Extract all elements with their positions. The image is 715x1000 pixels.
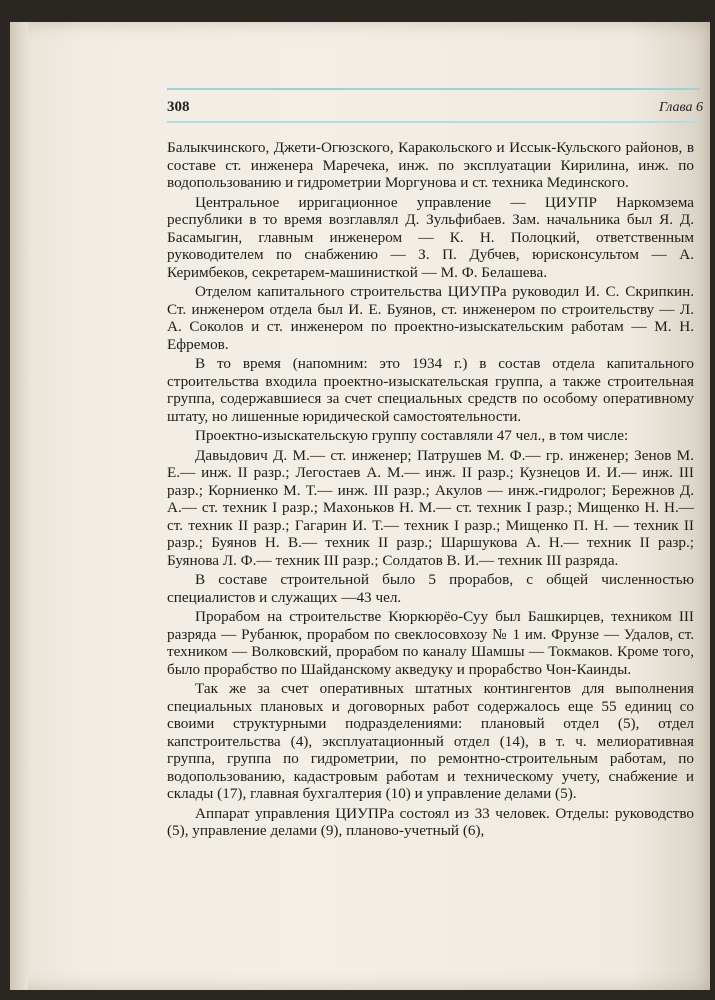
page-number: 308: [167, 99, 190, 115]
header-rule-bottom: [167, 121, 700, 123]
paragraph-4: В то время (напомним: это 1934 г.) в состав отдела капитального строительства входила проектно-изыскательская группа, а также строительная группа, содержавшиеся за счет специальных средств по особому оперативному штату, но лишенные юридической самостоятельности.: [167, 355, 694, 425]
paragraph-5: Проектно-изыскательскую группу составляли 47 чел., в том числе:: [195, 427, 629, 444]
paragraph-3: Отделом капитального строительства ЦИУПРа руководил И. С. Скрипкин. Ст. инженером отдела был И. Е. Буянов, ст. инженером по строительству — Л. А. Соколов и ст. инженером по проектно-изыскательским работам — М. Н. Ефремов.: [167, 283, 694, 353]
paragraph-8: Прорабом на строительстве Кюркюрёо-Суу был Башкирцев, техником III разряда — Рубанюк, прорабом по свеклосовхозу № 1 им. Фрунзе — Удалов, ст. техником — Волковский, прорабом по каналу Шамшы — Токмаков. Кроме того, было прорабство по Шайданскому акведуку и прорабство Чон-Каинды.: [167, 608, 694, 678]
page-gutter: [10, 22, 28, 990]
paragraph-9: Так же за счет оперативных штатных контингентов для выполнения специальных плановых и договорных работ содержалось еще 55 единиц со своими структурными подразделениями: плановый отдел (5), отдел капстроительства (4), эксплуатационный отдел (14), в т. ч. мелиоративная группа, группа по гидрометрии, по ремонтно-строительным работам, по водопользованию, кадастровым работам и техническому учету, снабжение и склады (17), главная бухгалтерия (10) и управление делами (5).: [167, 680, 694, 802]
paragraph-7: В составе строительной было 5 прорабов, с общей численностью специалистов и служащих —43 чел.: [167, 571, 694, 606]
paragraph-6: Давыдович Д. М.— ст. инженер; Патрушев М. Ф.— гр. инженер; Зенов М. Е.— инж. II разр.; Легостаев А. М.— инж. II разр.; Кузнецов И. И.— инж. III разр.; Корниенко М. Т.— инж. III разр.; Акулов — инж.-гидролог; Бережнов Д. А.— ст. техник I разр.; Махоньков Н. М.— ст. техник I разр.; Мищенко Н. Н.— ст. техник II разр.; Гагарин И. Т.— техник I разр.; Мищенко П. Н. — техник II разр.; Буянов Н. В.— техник II разр.; Шаршукова А. Н.— техник II разр.; Буянова Л. Ф.— техник III разр.; Солдатов В. И.— техник III разряда.: [167, 446, 694, 569]
paragraph-1: Балыкчинского, Джети-Огюзского, Каракольского и Иссык-Кульского районов, в составе ст. инженера Маречека, инж. по эксплуатации Кирилина, инж. по водопользованию и гидрометрии Моргунова и ст. техника Мединского.: [167, 139, 694, 191]
paragraph-10: Аппарат управления ЦИУПРа состоял из 33 человек. Отделы: руководство (5), управление делами (9), планово-учетный (6),: [167, 804, 694, 839]
header-rule-top: [167, 88, 700, 90]
running-head: Глава 6: [659, 100, 703, 115]
body-text: [167, 139, 694, 842]
paragraph-2: Центральное ирригационное управление — ЦИУПР Наркомзема республики в то время возглавлял Д. Зульфибаев. Зам. начальника был Я. Д. Басамыгин, главным инженером — К. Н. Полоцкий, ответственным руководителем по снабжению — З. П. Дубчев, юрисконсультом — А. Керимбеков, секретарем-машинисткой — М. Ф. Белашева.: [167, 193, 694, 281]
